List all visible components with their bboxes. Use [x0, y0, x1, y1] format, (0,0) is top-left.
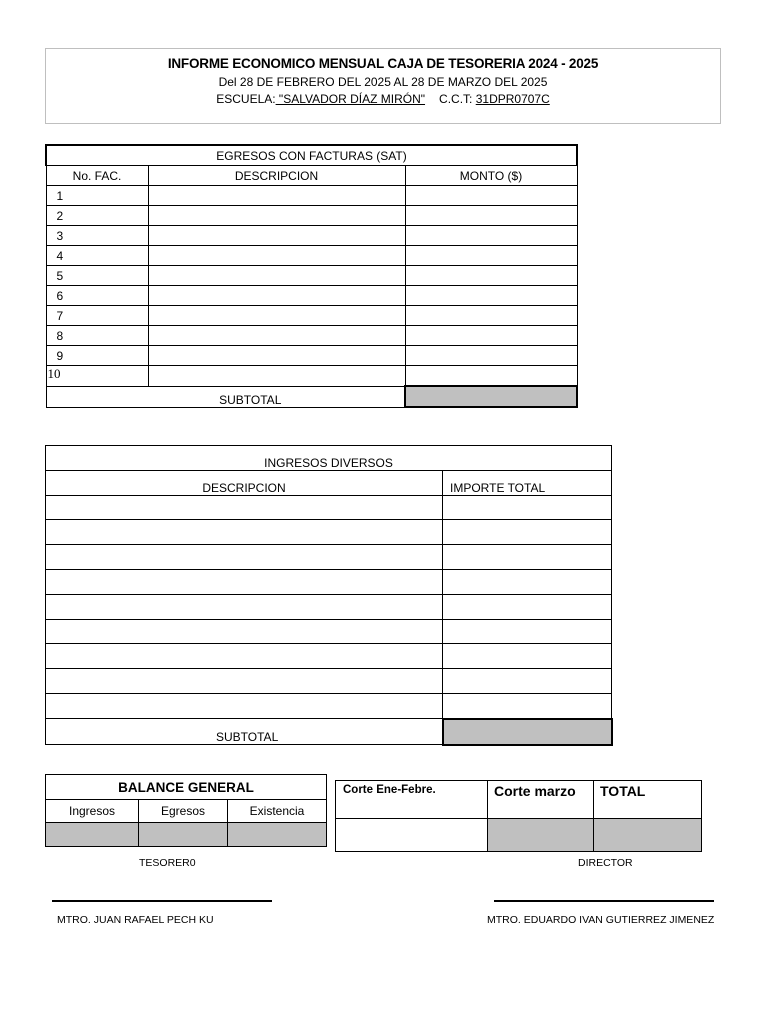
balance-col-egresos: Egresos	[139, 800, 228, 823]
table-row	[46, 306, 577, 326]
corte-col-total: TOTAL	[594, 781, 702, 819]
ingresos-amount-cell[interactable]	[443, 693, 612, 718]
ingresos-subtotal-label: SUBTOTAL	[46, 719, 443, 745]
table-row	[46, 569, 612, 594]
table-row	[46, 669, 612, 694]
egresos-row-number: 6	[46, 286, 148, 306]
treasurer-signature-line	[52, 900, 272, 902]
egresos-amount-cell[interactable]	[405, 366, 577, 387]
egresos-description-cell[interactable]	[148, 266, 405, 286]
ingresos-col-importe: IMPORTE TOTAL	[443, 470, 612, 495]
school-label: ESCUELA:	[216, 92, 276, 106]
egresos-description-cell[interactable]	[148, 366, 405, 387]
report-header	[45, 48, 721, 124]
ingresos-description-cell[interactable]	[46, 545, 443, 570]
balance-egresos-value[interactable]	[139, 823, 228, 847]
ingresos-amount-cell[interactable]	[443, 669, 612, 694]
egresos-col-descripcion: DESCRIPCION	[148, 166, 405, 186]
ingresos-table	[45, 445, 613, 746]
egresos-subtotal-label: SUBTOTAL	[46, 386, 405, 407]
ingresos-description-cell[interactable]	[46, 644, 443, 669]
balance-table	[45, 774, 327, 847]
report-title: INFORME ECONOMICO MENSUAL CAJA DE TESORERIA 2024 - 2025	[167, 56, 599, 71]
table-row	[46, 366, 577, 387]
table-row	[46, 619, 612, 644]
director-name: MTRO. EDUARDO IVAN GUTIERREZ JIMENEZ	[487, 914, 715, 926]
table-row	[46, 346, 577, 366]
egresos-description-cell[interactable]	[148, 306, 405, 326]
egresos-description-cell[interactable]	[148, 226, 405, 246]
treasurer-role: TESORER0	[139, 857, 196, 869]
ingresos-amount-cell[interactable]	[443, 495, 612, 520]
corte-total-value[interactable]	[594, 819, 702, 852]
egresos-row-number: 3	[46, 226, 148, 246]
table-row	[46, 326, 577, 346]
ingresos-col-descripcion: DESCRIPCION	[46, 470, 443, 495]
egresos-amount-cell[interactable]	[405, 346, 577, 366]
table-row	[46, 594, 612, 619]
egresos-subtotal-value[interactable]	[405, 386, 577, 407]
egresos-amount-cell[interactable]	[405, 306, 577, 326]
balance-existencia-value[interactable]	[228, 823, 327, 847]
report-period: Del 28 DE FEBRERO DEL 2025 AL 28 DE MARZO DEL 2025	[218, 75, 548, 89]
corte-marzo-value[interactable]	[488, 819, 594, 852]
egresos-amount-cell[interactable]	[405, 286, 577, 306]
egresos-row-number: 1	[46, 186, 148, 206]
egresos-amount-cell[interactable]	[405, 186, 577, 206]
egresos-description-cell[interactable]	[148, 206, 405, 226]
egresos-table	[45, 144, 578, 408]
director-role: DIRECTOR	[578, 857, 633, 869]
ingresos-description-cell[interactable]	[46, 619, 443, 644]
ingresos-amount-cell[interactable]	[443, 619, 612, 644]
egresos-description-cell[interactable]	[148, 326, 405, 346]
table-row	[46, 495, 612, 520]
balance-ingresos-value[interactable]	[46, 823, 139, 847]
school-name: "SALVADOR DÍAZ MIRÓN"	[275, 92, 426, 106]
egresos-amount-cell[interactable]	[405, 326, 577, 346]
ingresos-amount-cell[interactable]	[443, 569, 612, 594]
table-row	[46, 520, 612, 545]
egresos-row-number: 4	[46, 246, 148, 266]
egresos-row-number: 5	[46, 266, 148, 286]
ingresos-amount-cell[interactable]	[443, 644, 612, 669]
table-row	[46, 286, 577, 306]
corte-ene-febre-value[interactable]	[336, 819, 488, 852]
cct-label: C.C.T:	[439, 92, 473, 106]
corte-col-ene-febre: Corte Ene-Febre.	[336, 781, 488, 819]
balance-col-existencia: Existencia	[228, 800, 327, 823]
cct-value: 31DPR0707C	[475, 92, 550, 106]
egresos-amount-cell[interactable]	[405, 226, 577, 246]
egresos-title: EGRESOS CON FACTURAS (SAT)	[46, 145, 577, 166]
egresos-description-cell[interactable]	[148, 286, 405, 306]
table-row	[46, 545, 612, 570]
table-row	[46, 206, 577, 226]
school-line	[46, 92, 720, 106]
balance-col-ingresos: Ingresos	[46, 800, 139, 823]
ingresos-description-cell[interactable]	[46, 594, 443, 619]
ingresos-subtotal-value[interactable]	[443, 719, 612, 745]
ingresos-amount-cell[interactable]	[443, 594, 612, 619]
egresos-row-number: 7	[46, 306, 148, 326]
balance-title: BALANCE GENERAL	[46, 775, 327, 800]
ingresos-description-cell[interactable]	[46, 520, 443, 545]
director-signature-line	[494, 900, 714, 902]
egresos-amount-cell[interactable]	[405, 266, 577, 286]
corte-table	[335, 780, 702, 852]
egresos-description-cell[interactable]	[148, 186, 405, 206]
egresos-amount-cell[interactable]	[405, 206, 577, 226]
egresos-description-cell[interactable]	[148, 346, 405, 366]
egresos-row-number: 9	[46, 346, 148, 366]
corte-col-marzo: Corte marzo	[488, 781, 594, 819]
egresos-row-number: 2	[46, 206, 148, 226]
ingresos-description-cell[interactable]	[46, 495, 443, 520]
ingresos-description-cell[interactable]	[46, 569, 443, 594]
ingresos-description-cell[interactable]	[46, 693, 443, 718]
egresos-row-number: 10	[46, 366, 148, 387]
egresos-description-cell[interactable]	[148, 246, 405, 266]
table-row	[46, 693, 612, 718]
ingresos-description-cell[interactable]	[46, 669, 443, 694]
ingresos-amount-cell[interactable]	[443, 545, 612, 570]
egresos-amount-cell[interactable]	[405, 246, 577, 266]
egresos-row-number: 8	[46, 326, 148, 346]
table-row	[46, 186, 577, 206]
table-row	[46, 226, 577, 246]
egresos-col-no-fac: No. FAC.	[46, 166, 148, 186]
table-row	[46, 644, 612, 669]
egresos-col-monto: MONTO ($)	[405, 166, 577, 186]
ingresos-title: INGRESOS DIVERSOS	[46, 446, 612, 471]
treasurer-name: MTRO. JUAN RAFAEL PECH KU	[57, 914, 214, 926]
table-row	[46, 246, 577, 266]
ingresos-amount-cell[interactable]	[443, 520, 612, 545]
table-row	[46, 266, 577, 286]
